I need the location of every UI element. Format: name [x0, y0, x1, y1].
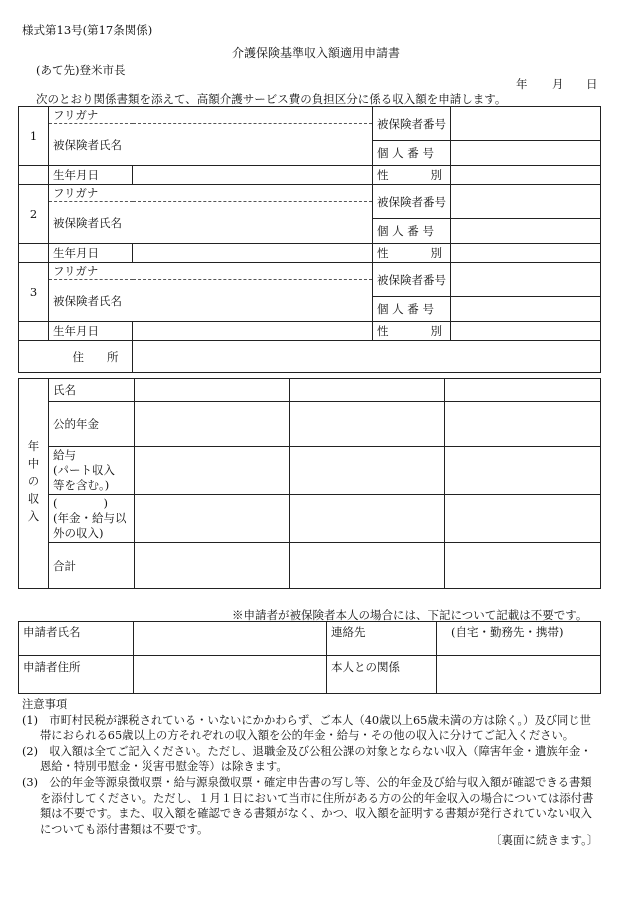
row-number: 2 [19, 185, 49, 244]
insured-no-field[interactable] [451, 263, 601, 297]
pension-field-1[interactable] [135, 402, 290, 447]
sex-label: 性 別 [373, 322, 451, 341]
form-title: 介護保険基準収入額適用申請書 [232, 46, 401, 60]
other-income-field-3[interactable] [445, 495, 601, 543]
address-field[interactable] [133, 341, 601, 373]
furigana-label: フリガナ [49, 107, 133, 124]
birth-label: 生年月日 [49, 322, 133, 341]
other-income-label: ( ) (年金・給与以 外の収入) [49, 495, 135, 543]
row-number: 1 [19, 107, 49, 166]
insured-no-label: 被保険者番号 [373, 185, 451, 219]
applicant-address-label: 申請者住所 [19, 656, 134, 694]
contact-field [437, 622, 601, 656]
total-label: 合計 [49, 543, 135, 589]
pension-field-2[interactable] [290, 402, 445, 447]
birth-label: 生年月日 [49, 244, 133, 263]
relation-label: 本人との関係 [327, 656, 437, 694]
income-name-field-1[interactable] [135, 379, 290, 402]
notes-heading: 注意事項 [22, 698, 68, 711]
total-field-3[interactable] [445, 543, 601, 589]
applicant-table [18, 621, 601, 694]
furigana-field[interactable] [133, 263, 373, 280]
personal-no-field[interactable] [451, 297, 601, 322]
contact-label: 連絡先 [327, 622, 437, 656]
salary-field-3[interactable] [445, 447, 601, 495]
note-item-3: (3) 公的年金等源泉徴収票・給与源泉徴収票・確定申告書の写し等、公的年金及び給与収入額が確認できる書類を添付してください。ただし、１月１日において当市に住所がある方の公的年金収入の場合については添付書類は不要です。また、収入額を確認できる書類がなく、かつ、収入額を証明する書類が発行されていない収入についても添付書類は不要です。 [22, 775, 594, 836]
continued-note: 〔裏面に続きます。〕 [490, 833, 599, 847]
address-label: 住 所 [49, 341, 133, 373]
applicant-address-field[interactable] [134, 656, 327, 694]
salary-field-2[interactable] [290, 447, 445, 495]
salary-field-1[interactable] [135, 447, 290, 495]
annual-income-label: 年中の収入 [19, 379, 49, 589]
date-month-label: 月 [552, 77, 564, 91]
furigana-label: フリガナ [49, 263, 133, 280]
birth-field[interactable] [133, 166, 373, 185]
notes-section [22, 697, 602, 837]
insured-name-field[interactable] [133, 280, 373, 322]
income-name-field-3[interactable] [445, 379, 601, 402]
insured-no-field[interactable] [451, 107, 601, 141]
sex-field[interactable] [451, 322, 601, 341]
birth-field[interactable] [133, 244, 373, 263]
applicant-name-label: 申請者氏名 [19, 622, 134, 656]
sex-field[interactable] [451, 244, 601, 263]
pension-field-3[interactable] [445, 402, 601, 447]
furigana-field[interactable] [133, 107, 373, 124]
relation-field[interactable] [437, 656, 601, 694]
other-income-field-1[interactable] [135, 495, 290, 543]
personal-no-label: 個 人 番 号 [373, 297, 451, 322]
applicant-note: ※申請者が被保険者本人の場合には、下記について記載は不要です。 [232, 608, 588, 622]
income-table [18, 378, 601, 589]
insured-name-label: 被保険者氏名 [49, 280, 133, 322]
form-number: 様式第13号(第17条関係) [22, 23, 153, 37]
insured-name-field[interactable] [133, 124, 373, 166]
insured-name-label: 被保険者氏名 [49, 124, 133, 166]
total-field-2[interactable] [290, 543, 445, 589]
insured-name-label: 被保険者氏名 [49, 202, 133, 244]
insured-no-label: 被保険者番号 [373, 107, 451, 141]
addressee: (あて先)登米市長 [36, 63, 126, 77]
birth-label: 生年月日 [49, 166, 133, 185]
personal-no-label: 個 人 番 号 [373, 141, 451, 166]
sex-field[interactable] [451, 166, 601, 185]
pension-label: 公的年金 [49, 402, 135, 447]
furigana-label: フリガナ [49, 185, 133, 202]
insured-name-field[interactable] [133, 202, 373, 244]
personal-no-field[interactable] [451, 141, 601, 166]
personal-no-label: 個 人 番 号 [373, 219, 451, 244]
date-day-label: 日 [586, 77, 598, 91]
insured-no-label: 被保険者番号 [373, 263, 451, 297]
income-name-field-2[interactable] [290, 379, 445, 402]
furigana-field[interactable] [133, 185, 373, 202]
income-name-label: 氏名 [49, 379, 135, 402]
insured-table [18, 106, 601, 373]
salary-label: 給与 (パート収入 等を含む。) [49, 447, 135, 495]
other-income-field-2[interactable] [290, 495, 445, 543]
insured-no-field[interactable] [451, 185, 601, 219]
total-field-1[interactable] [135, 543, 290, 589]
contact-types: (自宅・勤務先・携帯) [451, 625, 564, 639]
birth-field[interactable] [133, 322, 373, 341]
sex-label: 性 別 [373, 244, 451, 263]
note-item-2: (2) 収入額は全てご記入ください。ただし、退職金及び公租公課の対象とならない収入（障害年金・遺族年金・恩給・特別弔慰金・災害弔慰金等）は除きます。 [22, 744, 592, 774]
date-year-label: 年 [516, 77, 528, 91]
sex-label: 性 別 [373, 166, 451, 185]
personal-no-field[interactable] [451, 219, 601, 244]
applicant-name-field[interactable] [134, 622, 327, 656]
intro-text: 次のとおり関係書類を添えて、高額介護サービス費の負担区分に係る収入額を申請します。 [36, 92, 507, 106]
row-number: 3 [19, 263, 49, 322]
note-item-1: (1) 市町村民税が課税されている・いないにかかわらず、ご本人（40歳以上65歳未満の方は除く。）及び同じ世帯におられる65歳以上の方それぞれの収入額を公的年金・給与・その他の収入に分けてご記入ください。 [22, 713, 591, 743]
